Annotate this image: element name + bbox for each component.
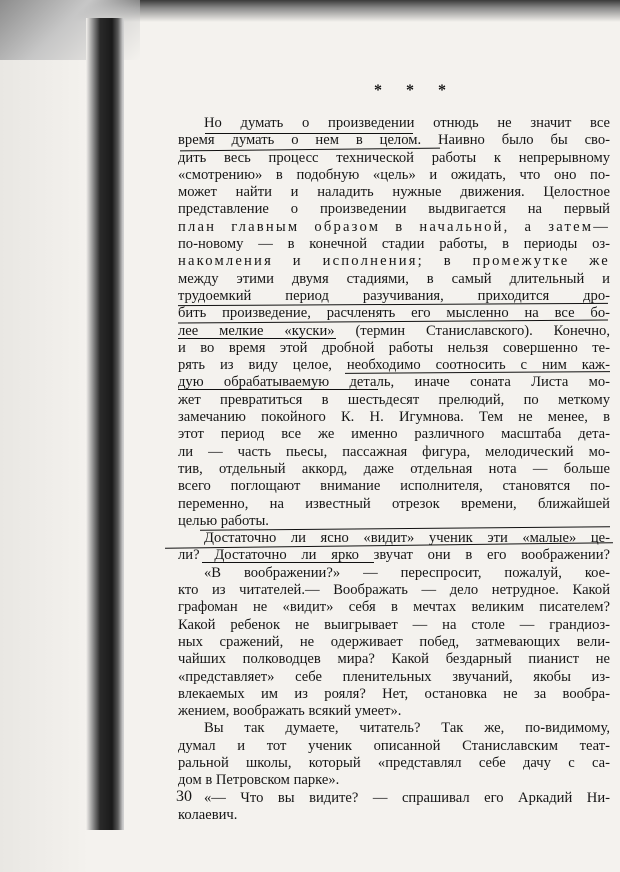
- text-line: ных сражений, не одерживает побед, затмевающих вели-: [178, 633, 610, 650]
- text-line: всего поглощают внимание исполнителя, становятся по-: [178, 478, 610, 495]
- text-line: Вы так думаете, читатель? Так же, по-видимому,: [204, 720, 610, 737]
- text-line: «смотрению» в подобную «цель» и ожидать, что оно по-: [178, 166, 610, 183]
- text-line: между этими двумя стадиями, в самый длительный и: [178, 270, 610, 287]
- page-number: 30: [176, 788, 192, 805]
- text-line: ральной школы, который «представлял себе дачу с са-: [178, 754, 610, 771]
- text-line: колаевич.: [178, 806, 238, 823]
- text-line: чайших полководцев мира? Какой бездарный пианист не: [178, 651, 610, 668]
- text-line: влекаемых им из рояля? Нет, остановка не за вообра-: [178, 685, 610, 702]
- text-line: дить весь процесс технической работы к непрерывному: [178, 149, 610, 166]
- text-line: накомления и исполнения; в промежутке же: [178, 253, 610, 270]
- text-line: дом в Петровском парке».: [178, 772, 340, 789]
- text-line: может найти и наладить нужные движения. Целостное: [178, 184, 610, 201]
- page-left-margin: [0, 0, 90, 872]
- text-line: дую обрабатываемую деталь, иначе соната Листа мо-: [178, 374, 610, 391]
- text-line: жением, воображать всякий умеет».: [178, 703, 402, 720]
- text-line: думал и тот ученик описанной Станиславским теат-: [178, 737, 610, 754]
- pen-underline: [178, 338, 336, 339]
- pen-underline: [178, 389, 378, 390]
- text-line: план главным образом в начальной, а затем—: [178, 218, 610, 235]
- text-line: «— Что вы видите? — спрашивал его Аркадий Ни-: [204, 789, 610, 806]
- text-line: графоман не «видит» себя в мечтах великим писателем?: [178, 599, 610, 616]
- text-line: Какой ребенок не выигрывает — на столе — грандиоз-: [178, 616, 610, 633]
- text-line: и во время этой дробной работы нельзя совершенно те-: [178, 339, 610, 356]
- text-line: ли — часть пьесы, пассажная фигура, мелодический мо-: [178, 443, 610, 460]
- text-line: жет превратиться в шестьдесят прелюдий, по меткому: [178, 391, 610, 408]
- text-line: Но думать о произведении отнюдь не значит все: [204, 115, 610, 131]
- text-line: этот период все же именно различного масштаба дета-: [178, 426, 610, 443]
- text-line: целью работы.: [178, 512, 269, 529]
- text-line: трудоемкий период разучивания, приходится дро-: [178, 287, 610, 304]
- page-text-block: [178, 115, 610, 824]
- text-line: тив, отдельный аккорд, даже отдельная нота — больше: [178, 460, 610, 477]
- text-line: время думать о нем в целом. Наивно было бы сво-: [178, 132, 610, 149]
- pen-underline: [202, 562, 374, 563]
- text-line: «представляет» себе пленительных звучаний, якобы из-: [178, 668, 610, 685]
- text-line: Достаточно ли ясно «видит» ученик эти «малые» це-: [204, 530, 610, 547]
- section-separator-stars: * * *: [374, 82, 456, 99]
- text-line: «В воображении?» — переспросит, пожалуй, кое-: [204, 564, 610, 581]
- text-line: кто из читателей.— Воображать — дело нетрудное. Какой: [178, 582, 610, 599]
- pen-underline: [205, 133, 413, 134]
- book-spine-shadow: [86, 18, 124, 830]
- text-line: замечанию покойного К. Н. Игумнова. Тем не менее, в: [178, 409, 610, 426]
- text-line: переменно, на известный отрезок времени, ближайшей: [178, 495, 610, 512]
- text-line: рять из виду целое, необходимо соотносить с ним каж-: [178, 357, 610, 374]
- text-line: бить произведение, расчленять его мысленно на все бо-: [178, 305, 610, 322]
- text-line: ли? Достаточно ли ярко звучат они в его воображении?: [178, 547, 610, 564]
- text-line: лее мелкие «куски» (термин Станиславского). Конечно,: [178, 322, 610, 339]
- text-line: по-новому — в конечной стадии работы, в периоды оз-: [178, 236, 610, 253]
- text-line: представление о произведении выдвигается на первый: [178, 201, 610, 218]
